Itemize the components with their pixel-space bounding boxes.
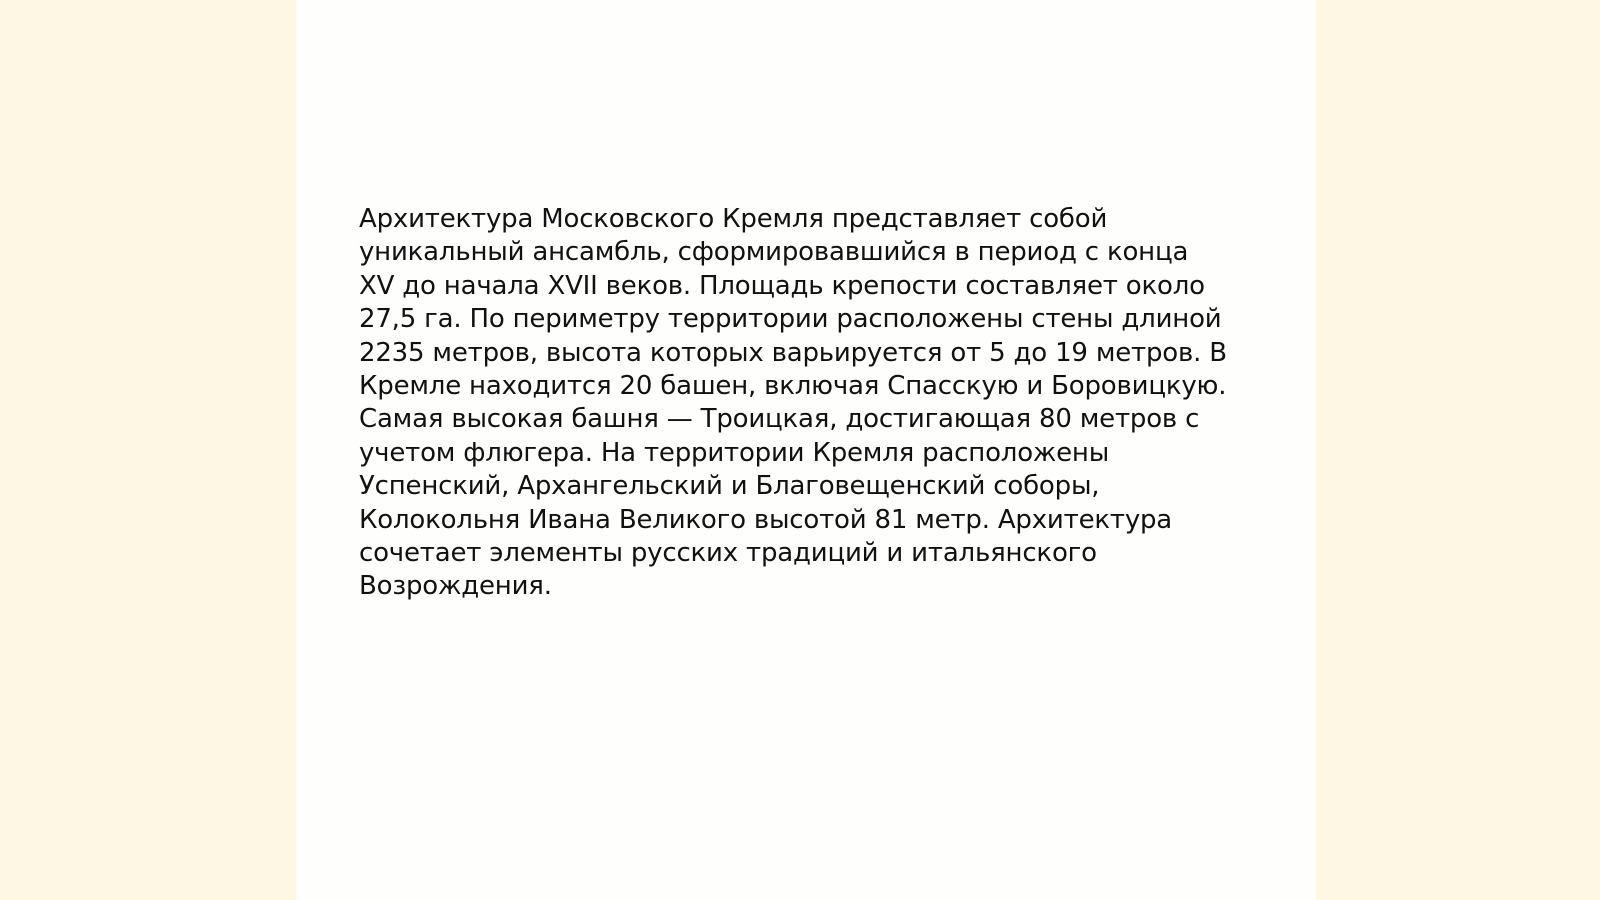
paragraph-line: 2235 метров, высота которых варьируется от 5 до 19 метров. В xyxy=(359,337,1227,368)
paragraph-line: Самая высокая башня — Троицкая, достигающая 80 метров с xyxy=(359,404,1200,435)
paragraph-line: учетом флюгера. На территории Кремля расположены xyxy=(359,437,1110,468)
paragraph-line: Кремле находится 20 башен, включая Спасскую и Боровицкую. xyxy=(359,371,1227,402)
paragraph-line: уникальный ансамбль, сформировавшийся в период с конца xyxy=(359,237,1189,268)
paragraph-line: Архитектура Московского Кремля представляет собой xyxy=(359,204,1108,234)
paragraph-line: Успенский, Архангельский и Благовещенский соборы, xyxy=(359,471,1100,502)
paragraph-line: сочетает элементы русских традиций и итальянского xyxy=(359,538,1097,569)
paragraph-line: Колокольня Ивана Великого высотой 81 метр. Архитектура xyxy=(359,504,1173,535)
document-page xyxy=(296,0,1316,900)
body-paragraph xyxy=(359,203,1239,604)
paragraph-line: XV до начала XVII веков. Площадь крепости составляет около xyxy=(359,270,1205,301)
paragraph-line: Возрождения. xyxy=(359,571,552,602)
paragraph-line: 27,5 га. По периметру территории расположены стены длиной xyxy=(359,304,1222,335)
